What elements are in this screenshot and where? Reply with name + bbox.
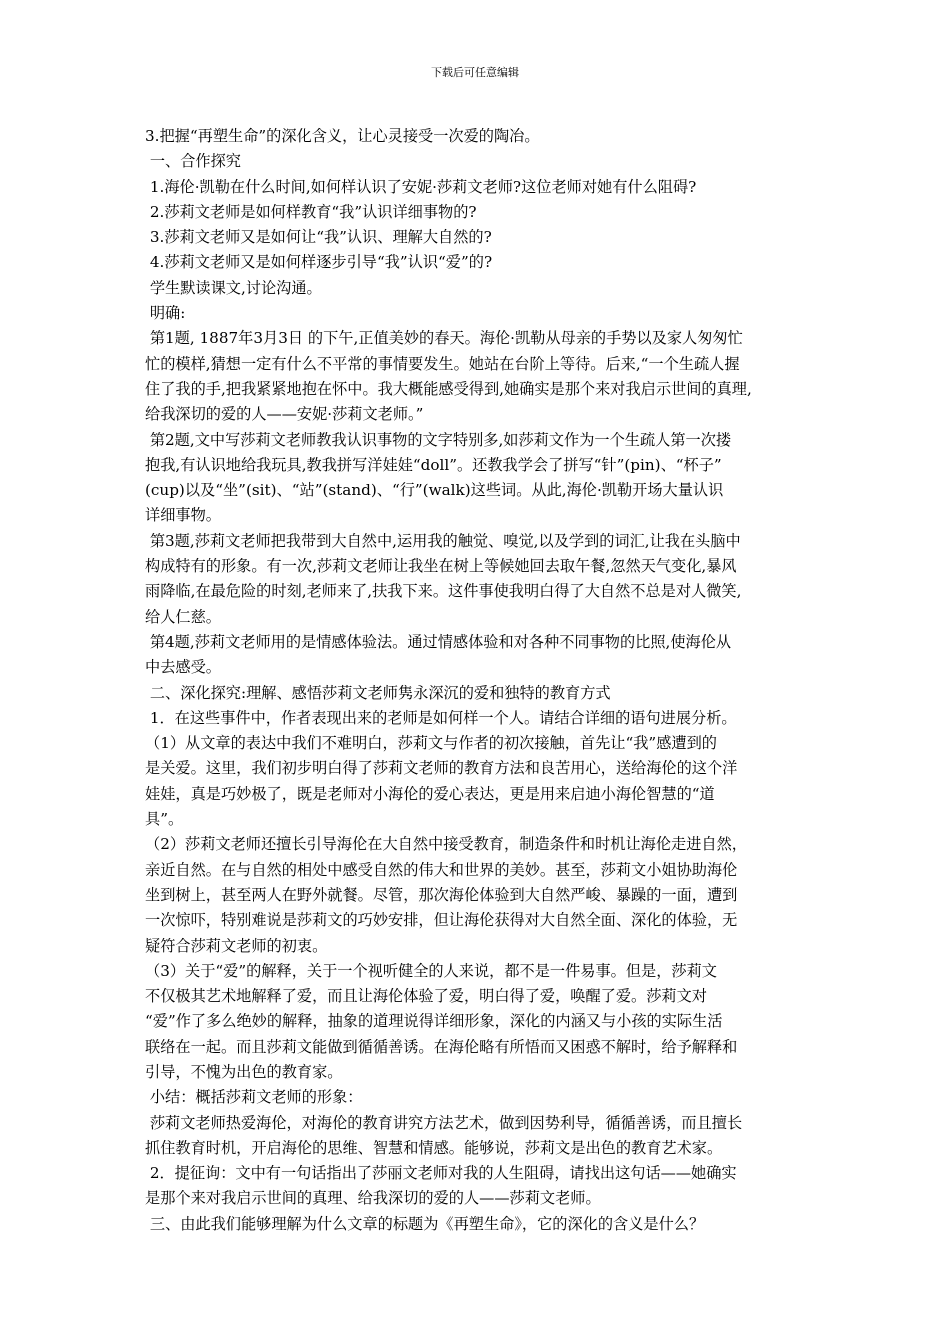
text-line: 给人仁慈。 [145,607,221,626]
text-line: 明确: [145,304,186,323]
text-line: 娃娃，真是巧妙极了，既是老师对小海伦的爱心表达，更是用来启迪小海伦智慧的“道 [145,784,715,803]
text-line: 雨降临,在最危险的时刻,老师来了,扶我下来。这件事使我明白得了大自然不总是对人微笑, [145,582,742,601]
text-line: 不仅极其艺术地解释了爱，而且让海伦体验了爱，明白得了爱，唤醒了爱。莎莉文对 [145,987,707,1006]
text-line: 二、深化探究:理解、感悟莎莉文老师隽永深沉的爱和独特的教育方式 [145,683,611,702]
text-line: 构成特有的形象。有一次,莎莉文老师让我坐在树上等候她回去取午餐,忽然天气变化,暴风 [145,557,737,576]
text-line: （3）关于“爱”的解释，关于一个视听健全的人来说，都不是一件易事。但是，莎莉文 [145,961,717,980]
text-line: 第4题,莎莉文老师用的是情感体验法。通过情感体验和对各种不同事物的比照,使海伦从 [145,632,732,651]
text-line: 三、由此我们能够理解为什么文章的标题为《再塑生命》，它的深化的含义是什么？ [145,1214,705,1233]
text-line: 第2题,文中写莎莉文老师教我认识事物的文字特别多,如莎莉文作为一个生疏人第一次搂 [145,430,732,449]
text-line: 2.莎莉文老师是如何样教育“我”认识详细事物的? [145,202,477,221]
text-line: 第3题,莎莉文老师把我带到大自然中,运用我的触觉、嗅觉,以及学到的词汇,让我在头脑中 [145,531,741,550]
text-line: 4.莎莉文老师又是如何样逐步引导“我”认识“爱”的? [145,253,493,272]
text-line: “爱”作了多么绝妙的解释，抽象的道理说得详细形象，深化的内涵又与小孩的实际生活 [145,1012,723,1031]
text-line: 一、合作探究 [145,152,241,171]
text-line: 具”。 [145,810,184,829]
text-line: 3.莎莉文老师又是如何让“我”认识、理解大自然的? [145,228,492,247]
text-line: 小结：概括莎莉文老师的形象： [145,1088,363,1107]
document-body [145,124,813,1237]
text-line: (cup)以及“坐”(sit)、“站”(stand)、“行”(walk)这些词。从此,海伦·凯勒开场大量认识 [145,481,724,500]
text-line: 联络在一起。而且莎莉文能做到循循善诱。在海伦略有所悟而又困惑不解时，给予解释和 [145,1037,738,1056]
text-line: 莎莉文老师热爱海伦，对海伦的教育讲究方法艺术，做到因势利导，循循善诱，而且擅长 [145,1113,743,1132]
text-line: （2）莎莉文老师还擅长引导海伦在大自然中接受教育，制造条件和时机让海伦走进自然， [145,835,747,854]
text-line: 忙的模样,猜想一定有什么不平常的事情要发生。她站在台阶上等待。后来,“一个生疏人握 [145,354,740,373]
text-line: 亲近自然。在与自然的相处中感受自然的伟大和世界的美妙。甚至，莎莉文小姐协助海伦 [145,860,738,879]
text-line: 第1题, 1887年3月3日 的下午,正值美妙的春天。海伦·凯勒从母亲的手势以及家人匆匆忙 [145,329,743,348]
text-line: 详细事物。 [145,506,221,525]
text-line: 是关爱。这里，我们初步明白得了莎莉文老师的教育方法和良苦用心，送给海伦的这个洋 [145,759,738,778]
text-line: （1）从文章的表达中我们不难明白，莎莉文与作者的初次接触，首先让“我”感遭到的 [145,734,717,753]
text-line: 中去感受。 [145,658,221,677]
text-line: 是那个来对我启示世间的真理、给我深切的爱的人——莎莉文老师。 [145,1189,601,1208]
text-line: 2．提征询：文中有一句话指出了莎丽文老师对我的人生阻碍，请找出这句话——她确实 [145,1164,737,1183]
text-line: 疑符合莎莉文老师的初衷。 [145,936,328,955]
text-line: 给我深切的爱的人——安妮·莎莉文老师。” [145,405,424,424]
text-line: 抓住教育时机，开启海伦的思维、智慧和情感。能够说，莎莉文是出色的教育艺术家。 [145,1138,723,1157]
text-line: 引导，不愧为出色的教育家。 [145,1062,343,1081]
page-header: 下载后可任意编辑 [431,66,519,79]
text-line: 抱我,有认识地给我玩具,教我拼写洋娃娃“doll”。还教我学会了拼写“针”(pin)、“杯子” [145,455,722,474]
text-line: 一次惊吓，特别难说是莎莉文的巧妙安排，但让海伦获得对大自然全面、深化的体验，无 [145,911,738,930]
text-line: 坐到树上，甚至两人在野外就餐。尽管，那次海伦体验到大自然严峻、暴躁的一面，遭到 [145,885,738,904]
text-line: 学生默读课文,讨论沟通。 [145,278,322,297]
text-line: 3.把握“再塑生命”的深化含义，让心灵接受一次爱的陶冶。 [145,127,540,145]
text-line: 住了我的手,把我紧紧地抱在怀中。我大概能感受得到,她确实是那个来对我启示世间的真理, [145,379,752,398]
text-line: 1.海伦·凯勒在什么时间,如何样认识了安妮·莎莉文老师?这位老师对她有什么阻碍? [145,177,697,196]
text-line: 1．在这些事件中，作者表现出来的老师是如何样一个人。请结合详细的语句进展分析。 [145,708,737,727]
